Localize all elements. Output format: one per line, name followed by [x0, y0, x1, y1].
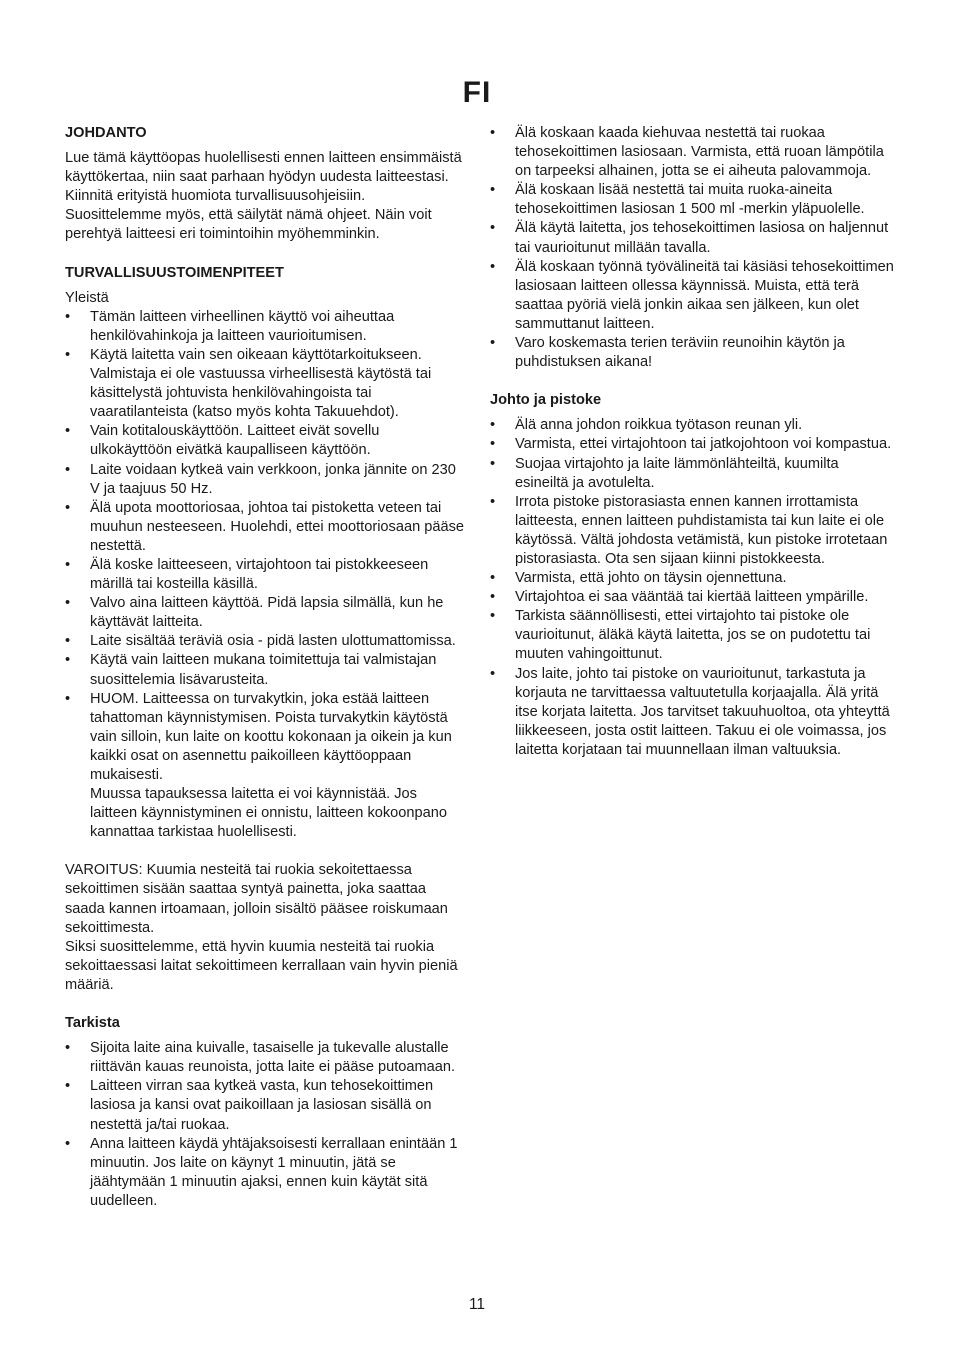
list-item: • Varo koskemasta terien teräviin reunoihin käytön ja puhdistuksen aikana! [490, 334, 895, 372]
list-item: • Virtajohtoa ei saa vääntää tai kiertää laitteen ympärille. [490, 588, 895, 607]
list-item: • Älä koskaan kaada kiehuvaa nestettä tai ruokaa tehosekoittimen lasiosaan. Varmista, että ruoan lämpötila on tarpeeksi alhainen, jotta se ei aiheuta palovammoja. [490, 124, 895, 181]
list-item: • Käytä laitetta vain sen oikeaan käyttötarkoitukseen. Valmistaja ei ole vastuussa virheellisestä käytöstä tai käsittelystä johtuvista henkilövahingoista tai vaaratilanteista (katso myös kohta Takuuehdot). [65, 346, 465, 422]
list-item: • Älä anna johdon roikkua työtason reunan yli. [490, 416, 895, 435]
section-heading-johdanto: JOHDANTO [65, 125, 147, 141]
list-item: • Sijoita laite aina kuivalle, tasaiselle ja tukevalle alustalle riittävän kauas reunoista, jotta laite ei pääse putoamaan. [65, 1039, 465, 1077]
list-item: • Valvo aina laitteen käyttöä. Pidä lapsia silmällä, kun he käyttävät laitteita. [65, 594, 465, 632]
list-item: • Anna laitteen käydä yhtäjaksoisesti kerrallaan enintään 1 minuutin. Jos laite on käynyt 1 minuutin, jätä se jäähtymään 1 minuutin ajaksi, ennen kuin käytät sitä uudelleen. [65, 1135, 465, 1211]
list-item: • Irrota pistoke pistorasiasta ennen kannen irrottamista laitteesta, ennen laitteen puhdistamista tai kun laite ei ole käytössä. Vältä johdosta vetämistä, kun pistoke irrotetaan pistorasiasta. Ota sen sijaan kiinni pistokkeesta. [490, 493, 895, 569]
list-item: • Vain kotitalouskäyttöön. Laitteet eivät sovellu ulkokäyttöön eivätkä kaupalliseen käyttöön. [65, 422, 465, 460]
list-item: • Älä käytä laitetta, jos tehosekoittimen lasiosa on haljennut tai vaurioitunut millään tavalla. [490, 219, 895, 257]
list-item: • Laite voidaan kytkeä vain verkkoon, jonka jännite on 230 V ja taajuus 50 Hz. [65, 461, 465, 499]
subheading-general: Yleistä [65, 289, 109, 306]
warning-recommendation: Siksi suosittelemme, että hyvin kuumia nesteitä tai ruokia sekoittaessasi laitat sekoittimeen kerrallaan vain hyvin pieniä määriä. [65, 938, 458, 993]
check-list [65, 1039, 465, 1211]
list-item: • Älä koskaan työnnä työvälineitä tai käsiäsi tehosekoittimen lasiosaan laitteen ollessa käynnissä. Muista, että terä saattaa pyöriä vielä jonkin aikaa sen jälkeen, kun olet sammuttanut laitteen. [490, 258, 895, 334]
safety-continuation: Muussa tapauksessa laitetta ei voi käynnistää. Jos laitteen käynnistyminen ei onnistu, laitteen kokoonpano kannattaa tarkistaa huolellisesti. [90, 786, 447, 841]
section-heading-safety: TURVALLISUUSTOIMENPITEET [65, 264, 284, 281]
safety-list [65, 308, 465, 785]
list-item: • Tämän laitteen virheellinen käyttö voi aiheuttaa henkilövahinkoja ja laitteen vaurioitumisen. [65, 308, 465, 346]
section-heading-check: Tarkista [65, 1015, 120, 1032]
list-item: • Älä koskaan lisää nestettä tai muita ruoka-aineita tehosekoittimen lasiosan 1 500 ml -merkin yläpuolelle. [490, 181, 895, 219]
blender-safety-list [490, 124, 895, 372]
list-item: • Varmista, että johto on täysin ojennettuna. [490, 569, 895, 588]
list-item: • Varmista, ettei virtajohtoon tai jatkojohtoon voi kompastua. [490, 435, 895, 454]
list-item: • Käytä vain laitteen mukana toimitettuja tai valmistajan suosittelemia lisävarusteita. [65, 651, 465, 689]
language-code-heading: FI [462, 76, 492, 109]
list-item: • Älä koske laitteeseen, virtajohtoon tai pistokkeeseen märillä tai kosteilla käsillä. [65, 556, 465, 594]
intro-paragraph: Lue tämä käyttöopas huolellisesti ennen laitteen ensimmäistä käyttökertaa, niin saat parhaan hyödyn uudesta laitteestasi. Kiinnitä erityistä huomiota turvallisuusohjeisiin. Suosittelemme myös, että säilytät nämä ohjeet. Näin voit perehtyä laitteesi eri toimintoihin myöhemminkin. [65, 150, 462, 243]
left-column [65, 124, 465, 1211]
list-item: • Suojaa virtajohto ja laite lämmönlähteiltä, kuumilta esineiltä ja avotulelta. [490, 455, 895, 493]
cord-list [490, 416, 895, 760]
list-item: • Älä upota moottoriosaa, johtoa tai pistoketta veteen tai muuhun nesteeseen. Huolehdi, ettei moottoriosaan pääse nestettä. [65, 499, 465, 556]
page-number: 11 [468, 1296, 486, 1313]
list-item: • HUOM. Laitteessa on turvakytkin, joka estää laitteen tahattoman käynnistymisen. Poista turvakytkin käytöstä vain silloin, kun laite on koottu kokonaan ja oikein ja kun kaikki osat on asennettu paikoilleen käyttöoppaan mukaisesti. [65, 690, 465, 785]
warning-paragraph: VAROITUS: Kuumia nesteitä tai ruokia sekoitettaessa sekoittimen sisään saattaa syntyä painetta, joka saattaa saada kannen irtoamaan, jolloin sisältö pääsee roiskumaan sekoittimesta. [65, 862, 448, 936]
list-item: • Laite sisältää teräviä osia - pidä lasten ulottumattomissa. [65, 632, 465, 651]
list-item: • Laitteen virran saa kytkeä vasta, kun tehosekoittimen lasiosa ja kansi ovat paikoillaan ja lasiosan sisällä on nestettä ja/tai ruokaa. [65, 1077, 465, 1134]
section-heading-cord: Johto ja pistoke [490, 392, 602, 409]
list-item: • Jos laite, johto tai pistoke on vaurioitunut, tarkastuta ja korjauta ne tarvittaessa valtuutetulla korjaajalla. Älä yritä itse korjata laitetta. Jos tarvitset takuuhuoltoa, ota yhteyttä liikkeeseen, josta ostit laitteen. Takuu ei ole voimassa, jos laitetta korjataan tai muunnellaan ilman valtuuksia. [490, 665, 895, 760]
right-column [490, 124, 895, 760]
list-item: • Tarkista säännöllisesti, ettei virtajohto tai pistoke ole vaurioitunut, äläkä käytä laitetta, jos se on pudotettu tai muuten vahingoittunut. [490, 607, 895, 664]
